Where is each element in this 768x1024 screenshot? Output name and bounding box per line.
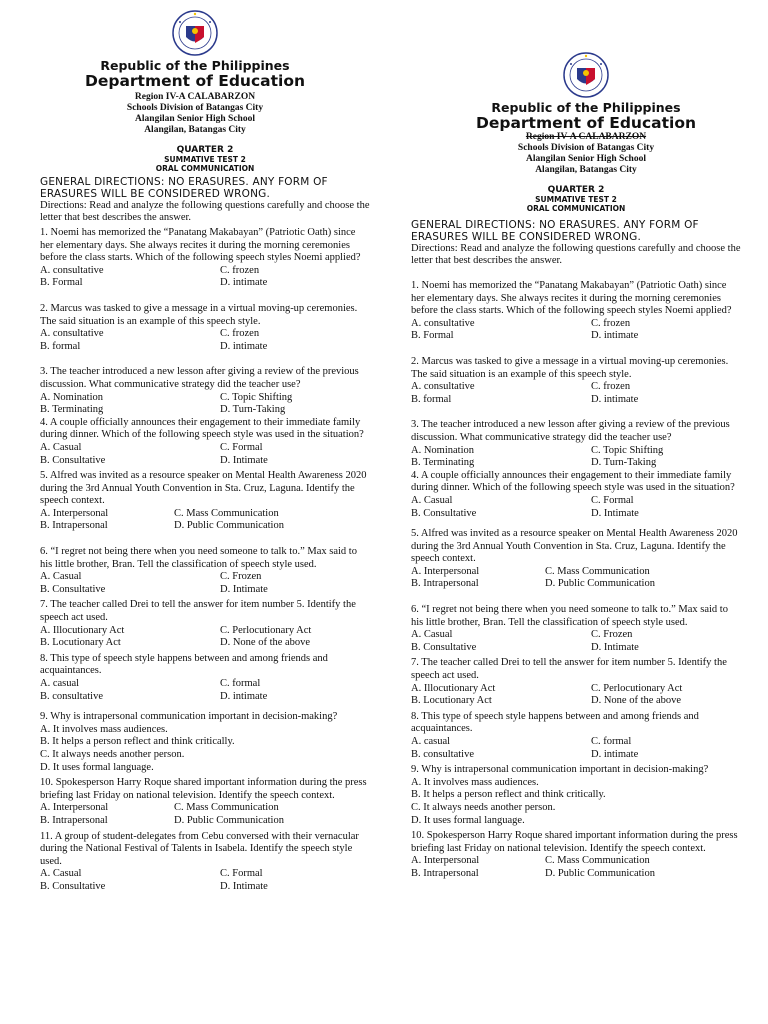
- question-11: [40, 831, 370, 894]
- option-d: D. intimate: [591, 748, 639, 760]
- general-directions: GENERAL DIRECTIONS: NO ERASURES. ANY FORM OF ERASURES WILL BE CONSIDERED WRONG.: [411, 219, 699, 243]
- option-a: A. Illocutionary Act: [411, 682, 496, 694]
- option-b: B. It helps a person reflect and think critically.: [40, 736, 235, 748]
- option-b: B. It helps a person reflect and think critically.: [411, 789, 606, 801]
- question-1: [40, 227, 370, 290]
- option-d: D. Public Communication: [174, 520, 284, 532]
- question-4: [411, 470, 741, 520]
- option-c: C. It always needs another person.: [411, 801, 556, 813]
- subject-label: ORAL COMMUNICATION: [155, 164, 255, 173]
- test-title: SUMMATIVE TEST 2: [535, 195, 617, 204]
- question-2: [411, 356, 741, 406]
- address-label: Alangilan, Batangas City: [535, 165, 637, 175]
- option-d: D. It uses formal language.: [411, 814, 525, 826]
- question-stem: 9. Why is intrapersonal communication important in decision-making?: [411, 764, 709, 776]
- option-a: A. Interpersonal: [40, 802, 109, 814]
- option-d: D. Turn-Taking: [591, 457, 657, 469]
- header: [30, 10, 360, 136]
- option-a: A. consultative: [411, 381, 475, 393]
- option-b: B. Consultative: [40, 583, 106, 595]
- quarter-label: QUARTER 2: [547, 185, 605, 195]
- option-a: A. Casual: [40, 441, 82, 453]
- address-label: Alangilan, Batangas City: [144, 125, 246, 135]
- option-d: D. Public Communication: [545, 867, 655, 879]
- option-b: B. Intrapersonal: [411, 578, 479, 590]
- deped-seal-icon: [172, 10, 218, 56]
- option-d: D. Turn-Taking: [220, 404, 286, 416]
- question-9: [40, 711, 370, 774]
- option-a: A. consultative: [40, 264, 104, 276]
- option-d: D. Intimate: [220, 880, 268, 892]
- question-1: [411, 280, 741, 343]
- option-b: B. Intrapersonal: [411, 867, 479, 879]
- option-c: C. It always needs another person.: [40, 748, 185, 760]
- republic-label: Republic of the Philippines: [100, 58, 290, 73]
- option-a: A. It involves mass audiences.: [40, 723, 168, 735]
- question-stem: 10. Spokesperson Harry Roque shared important information during the press briefing last Friday on national television. Identify the speech context.: [40, 777, 367, 801]
- option-a: A. Interpersonal: [411, 565, 480, 577]
- option-a: A. Interpersonal: [40, 507, 109, 519]
- directions: Directions: Read and analyze the following questions carefully and choose the letter that best describes the answer.: [40, 200, 370, 223]
- question-stem: 6. “I regret not being there when you need someone to talk to.” Max said to his little brother, Bran. Tell the classification of speech style used.: [40, 546, 357, 570]
- question-8: [411, 711, 741, 761]
- option-c: C. frozen: [220, 328, 260, 340]
- question-stem: 6. “I regret not being there when you need someone to talk to.” Max said to his little brother, Bran. Tell the classification of speech style used.: [411, 604, 728, 628]
- option-b: B. formal: [40, 340, 81, 352]
- option-c: C. Topic Shifting: [591, 444, 664, 456]
- question-stem: 8. This type of speech style happens between and among friends and acquaintances.: [411, 710, 699, 735]
- option-c: C. Mass Communication: [174, 802, 279, 814]
- option-d: D. It uses formal language.: [40, 761, 154, 773]
- quarter-label: QUARTER 2: [176, 145, 234, 155]
- option-c: C. frozen: [591, 317, 631, 329]
- option-b: B. Consultative: [40, 880, 106, 892]
- option-d: D. intimate: [220, 690, 268, 702]
- deped-seal-icon: [563, 52, 609, 98]
- question-10: [411, 830, 741, 880]
- option-d: D. intimate: [220, 340, 268, 352]
- option-b: B. consultative: [40, 690, 103, 702]
- question-5: [40, 470, 370, 533]
- option-a: A. Casual: [40, 868, 82, 880]
- option-c: C. Formal: [591, 494, 634, 506]
- general-directions: GENERAL DIRECTIONS: NO ERASURES. ANY FORM OF ERASURES WILL BE CONSIDERED WRONG.: [40, 176, 328, 200]
- directions: Directions: Read and analyze the following questions carefully and choose the letter that best describes the answer.: [411, 243, 741, 266]
- question-stem: 7. The teacher called Drei to tell the answer for item number 5. Identify the speech act used.: [411, 657, 727, 682]
- department-label: Department of Education: [475, 114, 697, 132]
- question-stem: 2. Marcus was tasked to give a message in a virtual moving-up ceremonies. The said situation is an example of this speech style.: [40, 302, 358, 327]
- republic-label: Republic of the Philippines: [491, 100, 681, 115]
- right-page: [411, 52, 741, 881]
- question-stem: 9. Why is intrapersonal communication important in decision-making?: [40, 711, 338, 723]
- option-b: B. Intrapersonal: [40, 814, 108, 826]
- option-b: B. Formal: [40, 277, 83, 289]
- option-b: B. Formal: [411, 330, 454, 342]
- option-a: A. Casual: [411, 494, 453, 506]
- division-label: Schools Division of Batangas City: [126, 103, 264, 113]
- question-8: [40, 653, 370, 703]
- question-stem: 2. Marcus was tasked to give a message in a virtual moving-up ceremonies. The said situation is an example of this speech style.: [411, 355, 729, 380]
- question-6: [411, 604, 741, 654]
- option-d: D. Intimate: [220, 454, 268, 466]
- option-c: C. Perlocutionary Act: [591, 682, 683, 694]
- question-stem: 5. Alfred was invited as a resource speaker on Mental Health Awareness 2020 during the 3rd Annual Youth Convention in Sta. Cruz, Laguna. Identify the speech context.: [40, 470, 367, 507]
- question-stem: 5. Alfred was invited as a resource speaker on Mental Health Awareness 2020 during the 3rd Annual Youth Convention in Sta. Cruz, Laguna. Identify the speech context.: [411, 528, 738, 565]
- question-stem: 1. Noemi has memorized the “Panatang Makabayan” (Patriotic Oath) since her elementary days. She always recites it during the morning ceremonies before the class starts. Which of the following speech styles Noemi applied?: [40, 227, 361, 264]
- option-b: B. Locutionary Act: [411, 695, 492, 707]
- question-stem: 3. The teacher introduced a new lesson after giving a review of the previous discussion. What communicative strategy did the teacher use?: [40, 366, 359, 390]
- question-4: [40, 417, 370, 467]
- school-label: Alangilan Senior High School: [526, 154, 646, 164]
- department-label: Department of Education: [84, 72, 306, 90]
- option-b: B. Consultative: [411, 507, 477, 519]
- option-d: D. Public Communication: [545, 578, 655, 590]
- option-d: D. None of the above: [591, 695, 682, 707]
- question-3: [411, 419, 741, 469]
- option-d: D. Public Communication: [174, 814, 284, 826]
- option-a: A. Interpersonal: [411, 855, 480, 867]
- option-c: C. formal: [220, 678, 261, 689]
- question-stem: 11. A group of student-delegates from Cebu conversed with their vernacular during the National Festival of Talents in Isabela. Identify the speech style used.: [40, 830, 359, 867]
- option-d: D. None of the above: [220, 637, 311, 649]
- question-7: [411, 657, 741, 707]
- question-5: [411, 528, 741, 591]
- question-9: [411, 764, 741, 827]
- subject-label: ORAL COMMUNICATION: [526, 204, 626, 213]
- option-d: D. Intimate: [591, 507, 639, 519]
- option-c: C. frozen: [591, 381, 631, 393]
- option-c: C. Mass Communication: [545, 565, 650, 577]
- option-a: A. Illocutionary Act: [40, 624, 125, 636]
- question-stem: 10. Spokesperson Harry Roque shared important information during the press briefing last Friday on national television. Identify the speech context.: [411, 830, 738, 854]
- question-3: [40, 366, 370, 416]
- option-b: B. Intrapersonal: [40, 520, 108, 532]
- option-a: A. Casual: [411, 629, 453, 641]
- option-b: B. consultative: [411, 748, 474, 760]
- option-d: D. Intimate: [220, 583, 268, 595]
- question-6: [40, 546, 370, 596]
- option-b: B. Consultative: [411, 641, 477, 653]
- option-a: A. casual: [40, 678, 80, 689]
- option-d: D. intimate: [591, 330, 639, 342]
- option-a: A. casual: [411, 736, 451, 747]
- option-c: C. Frozen: [591, 629, 633, 641]
- option-a: A. It involves mass audiences.: [411, 776, 539, 788]
- question-2: [40, 303, 370, 353]
- region-label: Region IV-A CALABARZON: [134, 92, 256, 102]
- left-page: [40, 10, 370, 894]
- question-stem: 4. A couple officially announces their engagement to their immediate family during dinner. Which of the following speech style was used in the situation?: [411, 469, 735, 494]
- question-stem: 4. A couple officially announces their engagement to their immediate family during dinner. Which of the following speech style was used in the situation?: [40, 416, 364, 441]
- option-d: D. intimate: [220, 277, 268, 289]
- option-c: C. Mass Communication: [174, 507, 279, 519]
- option-a: A. Casual: [40, 571, 82, 583]
- option-d: D. intimate: [591, 393, 639, 405]
- option-b: B. Terminating: [411, 457, 475, 469]
- option-b: B. Locutionary Act: [40, 637, 121, 649]
- option-c: C. Perlocutionary Act: [220, 624, 312, 636]
- question-10: [40, 777, 370, 827]
- option-a: A. Nomination: [411, 444, 474, 456]
- option-d: D. Intimate: [591, 641, 639, 653]
- region-label: Region IV-A CALABARZON: [525, 132, 647, 142]
- option-c: C. Formal: [220, 868, 263, 880]
- option-b: B. Consultative: [40, 454, 106, 466]
- question-7: [40, 599, 370, 649]
- option-c: C. Mass Communication: [545, 855, 650, 867]
- option-b: B. formal: [411, 393, 452, 405]
- option-c: C. formal: [591, 736, 632, 747]
- division-label: Schools Division of Batangas City: [517, 143, 655, 153]
- option-c: C. frozen: [220, 264, 260, 276]
- test-title: SUMMATIVE TEST 2: [164, 155, 246, 164]
- question-stem: 3. The teacher introduced a new lesson after giving a review of the previous discussion. What communicative strategy did the teacher use?: [411, 419, 730, 443]
- header: [421, 52, 751, 176]
- question-stem: 7. The teacher called Drei to tell the answer for item number 5. Identify the speech act used.: [40, 599, 356, 624]
- option-a: A. consultative: [411, 317, 475, 329]
- option-c: C. Topic Shifting: [220, 391, 293, 403]
- question-stem: 1. Noemi has memorized the “Panatang Makabayan” (Patriotic Oath) since her elementary days. She always recites it during the morning ceremonies before the class starts. Which of the following speech styles Noemi applied?: [411, 280, 732, 317]
- option-a: A. consultative: [40, 328, 104, 340]
- question-stem: 8. This type of speech style happens between and among friends and acquaintances.: [40, 652, 328, 677]
- option-c: C. Formal: [220, 441, 263, 453]
- option-a: A. Nomination: [40, 391, 103, 403]
- option-c: C. Frozen: [220, 571, 262, 583]
- option-b: B. Terminating: [40, 404, 104, 416]
- school-label: Alangilan Senior High School: [135, 114, 255, 124]
